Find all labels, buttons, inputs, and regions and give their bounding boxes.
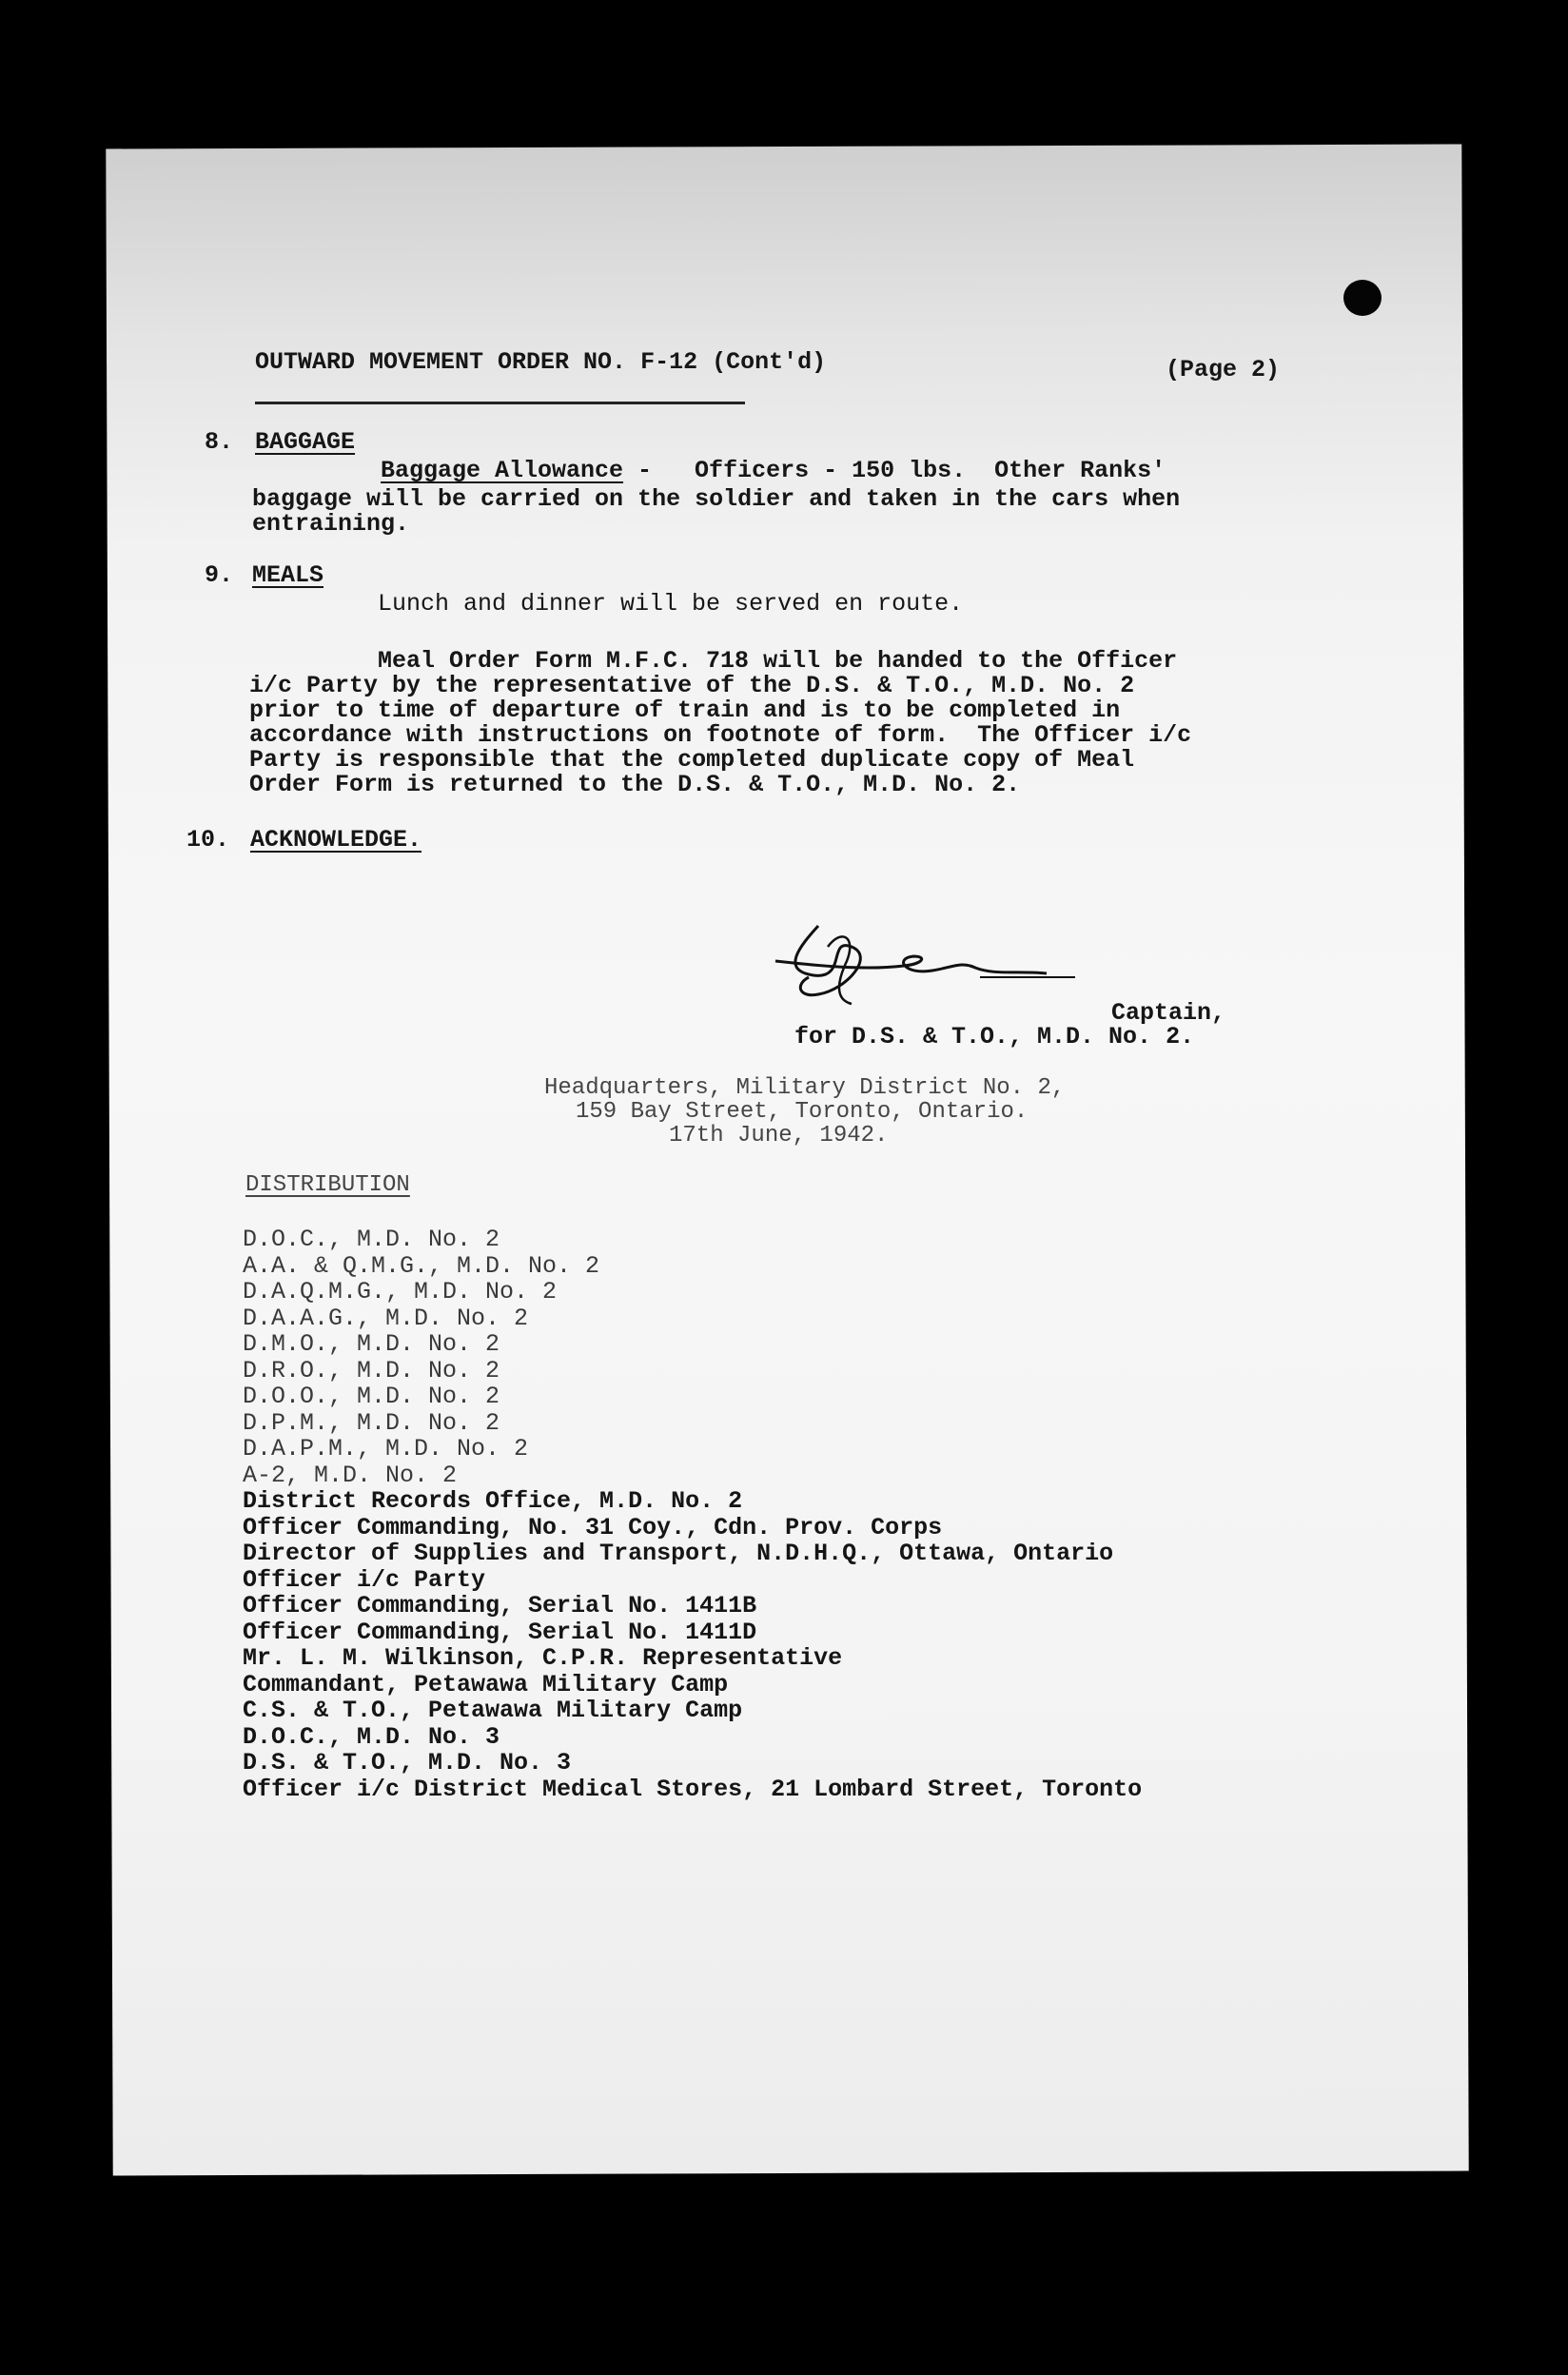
signature-for-line: for D.S. & T.O., M.D. No. 2. <box>794 1023 1195 1050</box>
section-8-line1 <box>381 457 1166 484</box>
address-line1: Headquarters, Military District No. 2, <box>544 1075 1066 1101</box>
distribution-item: D.A.P.M., M.D. No. 2 <box>243 1435 529 1462</box>
section-10-heading: ACKNOWLEDGE. <box>250 826 422 854</box>
distribution-item: D.O.O., M.D. No. 2 <box>243 1383 500 1410</box>
distribution-list <box>243 1227 1142 1802</box>
distribution-item: D.O.C., M.D. No. 3 <box>243 1722 500 1751</box>
address-line2: 159 Bay Street, Toronto, Ontario. <box>576 1099 1029 1125</box>
distribution-item: Officer Commanding, Serial No. 1411D <box>243 1618 757 1646</box>
section-8-line3: entraining. <box>252 510 410 538</box>
section-9-para2-line6: Order Form is returned to the D.S. & T.O., M.D. No. 2. <box>249 771 1021 798</box>
section-9-heading: MEALS <box>252 561 324 589</box>
order-title: OUTWARD MOVEMENT ORDER NO. F-12 (Cont'd) <box>255 348 827 376</box>
section-9-para2-line3: prior to time of departure of train and is to be completed in <box>249 697 1121 724</box>
distribution-item: A.A. & Q.M.G., M.D. No. 2 <box>243 1251 600 1280</box>
section-9-para2-line2: i/c Party by the representative of the D.S. & T.O., M.D. No. 2 <box>249 672 1135 699</box>
distribution-item: Officer Commanding, Serial No. 1411B <box>243 1592 757 1619</box>
distribution-item: D.M.O., M.D. No. 2 <box>243 1330 500 1358</box>
page-number: (Page 2) <box>1166 356 1281 383</box>
distribution-item: D.A.A.G., M.D. No. 2 <box>243 1304 529 1332</box>
address-date: 17th June, 1942. <box>669 1123 889 1148</box>
handwritten-signature <box>761 918 1123 1023</box>
distribution-item: District Records Office, M.D. No. 2 <box>243 1487 743 1515</box>
section-8-line2: baggage will be carried on the soldier and taken in the cars when <box>252 485 1181 513</box>
baggage-allowance-detail: - Officers - 150 lbs. Other Ranks' <box>623 457 1166 484</box>
title-underline <box>255 402 745 404</box>
distribution-heading: DISTRIBUTION <box>245 1172 410 1198</box>
distribution-item: Officer i/c Party <box>243 1565 486 1594</box>
section-9-number: 9. <box>205 561 234 589</box>
distribution-item: D.A.Q.M.G., M.D. No. 2 <box>243 1278 558 1305</box>
distribution-item: Mr. L. M. Wilkinson, C.P.R. Representative <box>243 1644 843 1672</box>
section-10-number: 10. <box>186 826 230 854</box>
distribution-item: D.S. & T.O., M.D. No. 3 <box>243 1749 572 1776</box>
signatory-rank: Captain, <box>1111 999 1226 1027</box>
baggage-allowance-label: Baggage Allowance <box>381 457 624 484</box>
distribution-item: D.O.C., M.D. No. 2 <box>243 1226 500 1253</box>
section-8-heading: BAGGAGE <box>255 428 356 456</box>
distribution-item: A-2, M.D. No. 2 <box>243 1461 458 1489</box>
distribution-item: D.P.M., M.D. No. 2 <box>243 1408 500 1437</box>
distribution-item: D.R.O., M.D. No. 2 <box>243 1356 500 1384</box>
section-9-line1: Lunch and dinner will be served en route. <box>378 590 964 618</box>
distribution-item: Officer i/c District Medical Stores, 21 Lombard Street, Toronto <box>243 1775 1143 1803</box>
section-9-para2-line1: Meal Order Form M.F.C. 718 will be handed to the Officer <box>378 647 1178 675</box>
section-8-number: 8. <box>205 428 234 456</box>
section-9-para2-line5: Party is responsible that the completed duplicate copy of Meal <box>249 746 1135 774</box>
distribution-item: C.S. & T.O., Petawawa Military Camp <box>243 1697 743 1724</box>
section-9-para2-line4: accordance with instructions on footnote of form. The Officer i/c <box>249 721 1192 749</box>
distribution-item: Commandant, Petawawa Military Camp <box>243 1670 729 1698</box>
distribution-item: Director of Supplies and Transport, N.D.H.Q., Ottawa, Ontario <box>243 1540 1114 1567</box>
distribution-item: Officer Commanding, No. 31 Coy., Cdn. Prov. Corps <box>243 1513 943 1541</box>
punch-hole <box>1343 280 1382 316</box>
